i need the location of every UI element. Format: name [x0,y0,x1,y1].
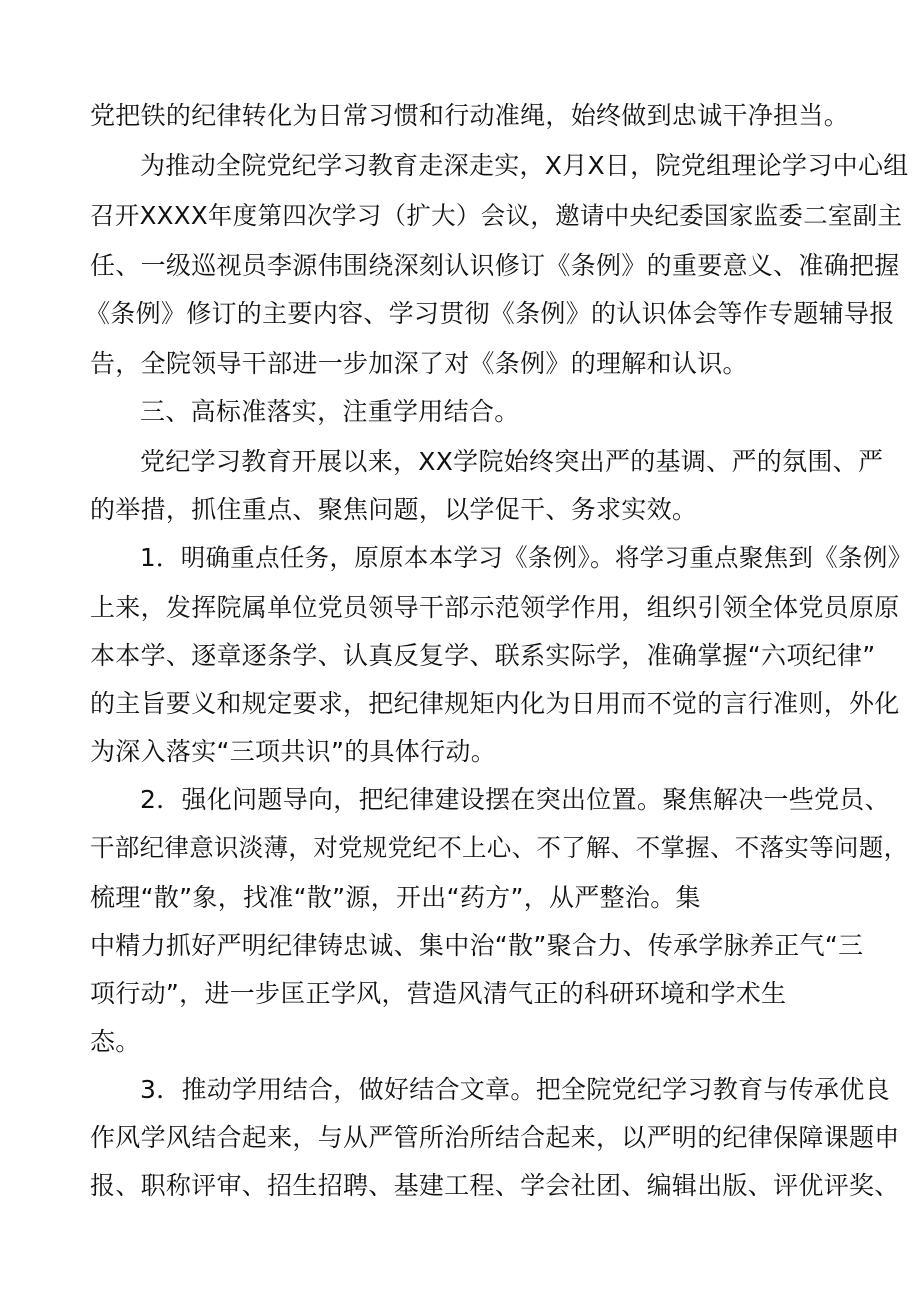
text-line: 作风学风结合起来，与从严管所治所结合起来，以严明的纪律保障课题申 [90,1123,900,1152]
text-line: 的主旨要义和规定要求，把纪律规矩内化为日用而不觉的言行准则，外化 [90,689,900,718]
text-line: 态。 [90,1027,141,1056]
text-line: 本本学、逐章逐条学、认真反复学、联系实际学，准确掌握“六项纪律” [90,641,876,670]
text-line: 2．强化问题导向，把纪律建设摆在突出位置。聚焦解决一些党员、 [140,785,890,814]
text-line: 报、职称评审、招生招聘、基建工程、学会社团、编辑出版、评优评奖、 [90,1171,900,1200]
text-line: 梳理“散”象，找准“散”源，开出“药方”，从严整治。集 [90,883,701,912]
text-line: 党纪学习教育开展以来，XX学院始终突出严的基调、严的氛围、严 [140,447,884,476]
text-line: 的举措，抓住重点、聚焦问题，以学促干、务求实效。 [90,495,698,524]
text-line: 3．推动学用结合，做好结合文章。把全院党纪学习教育与传承优良 [140,1075,890,1104]
text-line: 上来，发挥院属单位党员领导干部示范领学作用，组织引领全体党员原原 [90,593,900,622]
text-line: 《条例》修订的主要内容、学习贯彻《条例》的认识体会等作专题辅导报 [85,299,895,328]
text-line: 为深入落实“三项共识”的具体行动。 [90,737,497,766]
text-line: 告，全院领导干部进一步加深了对《条例》的理解和认识。 [90,349,748,378]
text-line: 召开XXXX年度第四次学习（扩大）会议，邀请中央纪委国家监委二室副主 [90,201,903,230]
text-line: 中精力抓好严明纪律铸忠诚、集中治“散”聚合力、传承学脉养正气“三 [90,931,864,960]
text-line: 为推动全院党纪学习教育走深走实，X月X日，院党组理论学习中心组 [140,151,909,180]
text-line: 干部纪律意识淡薄，对党规党纪不上心、不了解、不掌握、不落实等问题， [90,833,909,862]
text-line: 党把铁的纪律转化为日常习惯和行动准绳，始终做到忠诚干净担当。 [90,101,850,130]
section-heading: 三、高标准落实，注重学用结合。 [140,397,520,426]
text-line: 任、一级巡视员李源伟围绕深刻认识修订《条例》的重要意义、准确把握 [90,251,900,280]
text-line: 1．明确重点任务，原原本本学习《条例》。将学习重点聚焦到《条例》 [140,543,913,572]
text-line: 项行动”，进一步匡正学风，营造风清气正的科研环境和学术生 [90,979,787,1008]
